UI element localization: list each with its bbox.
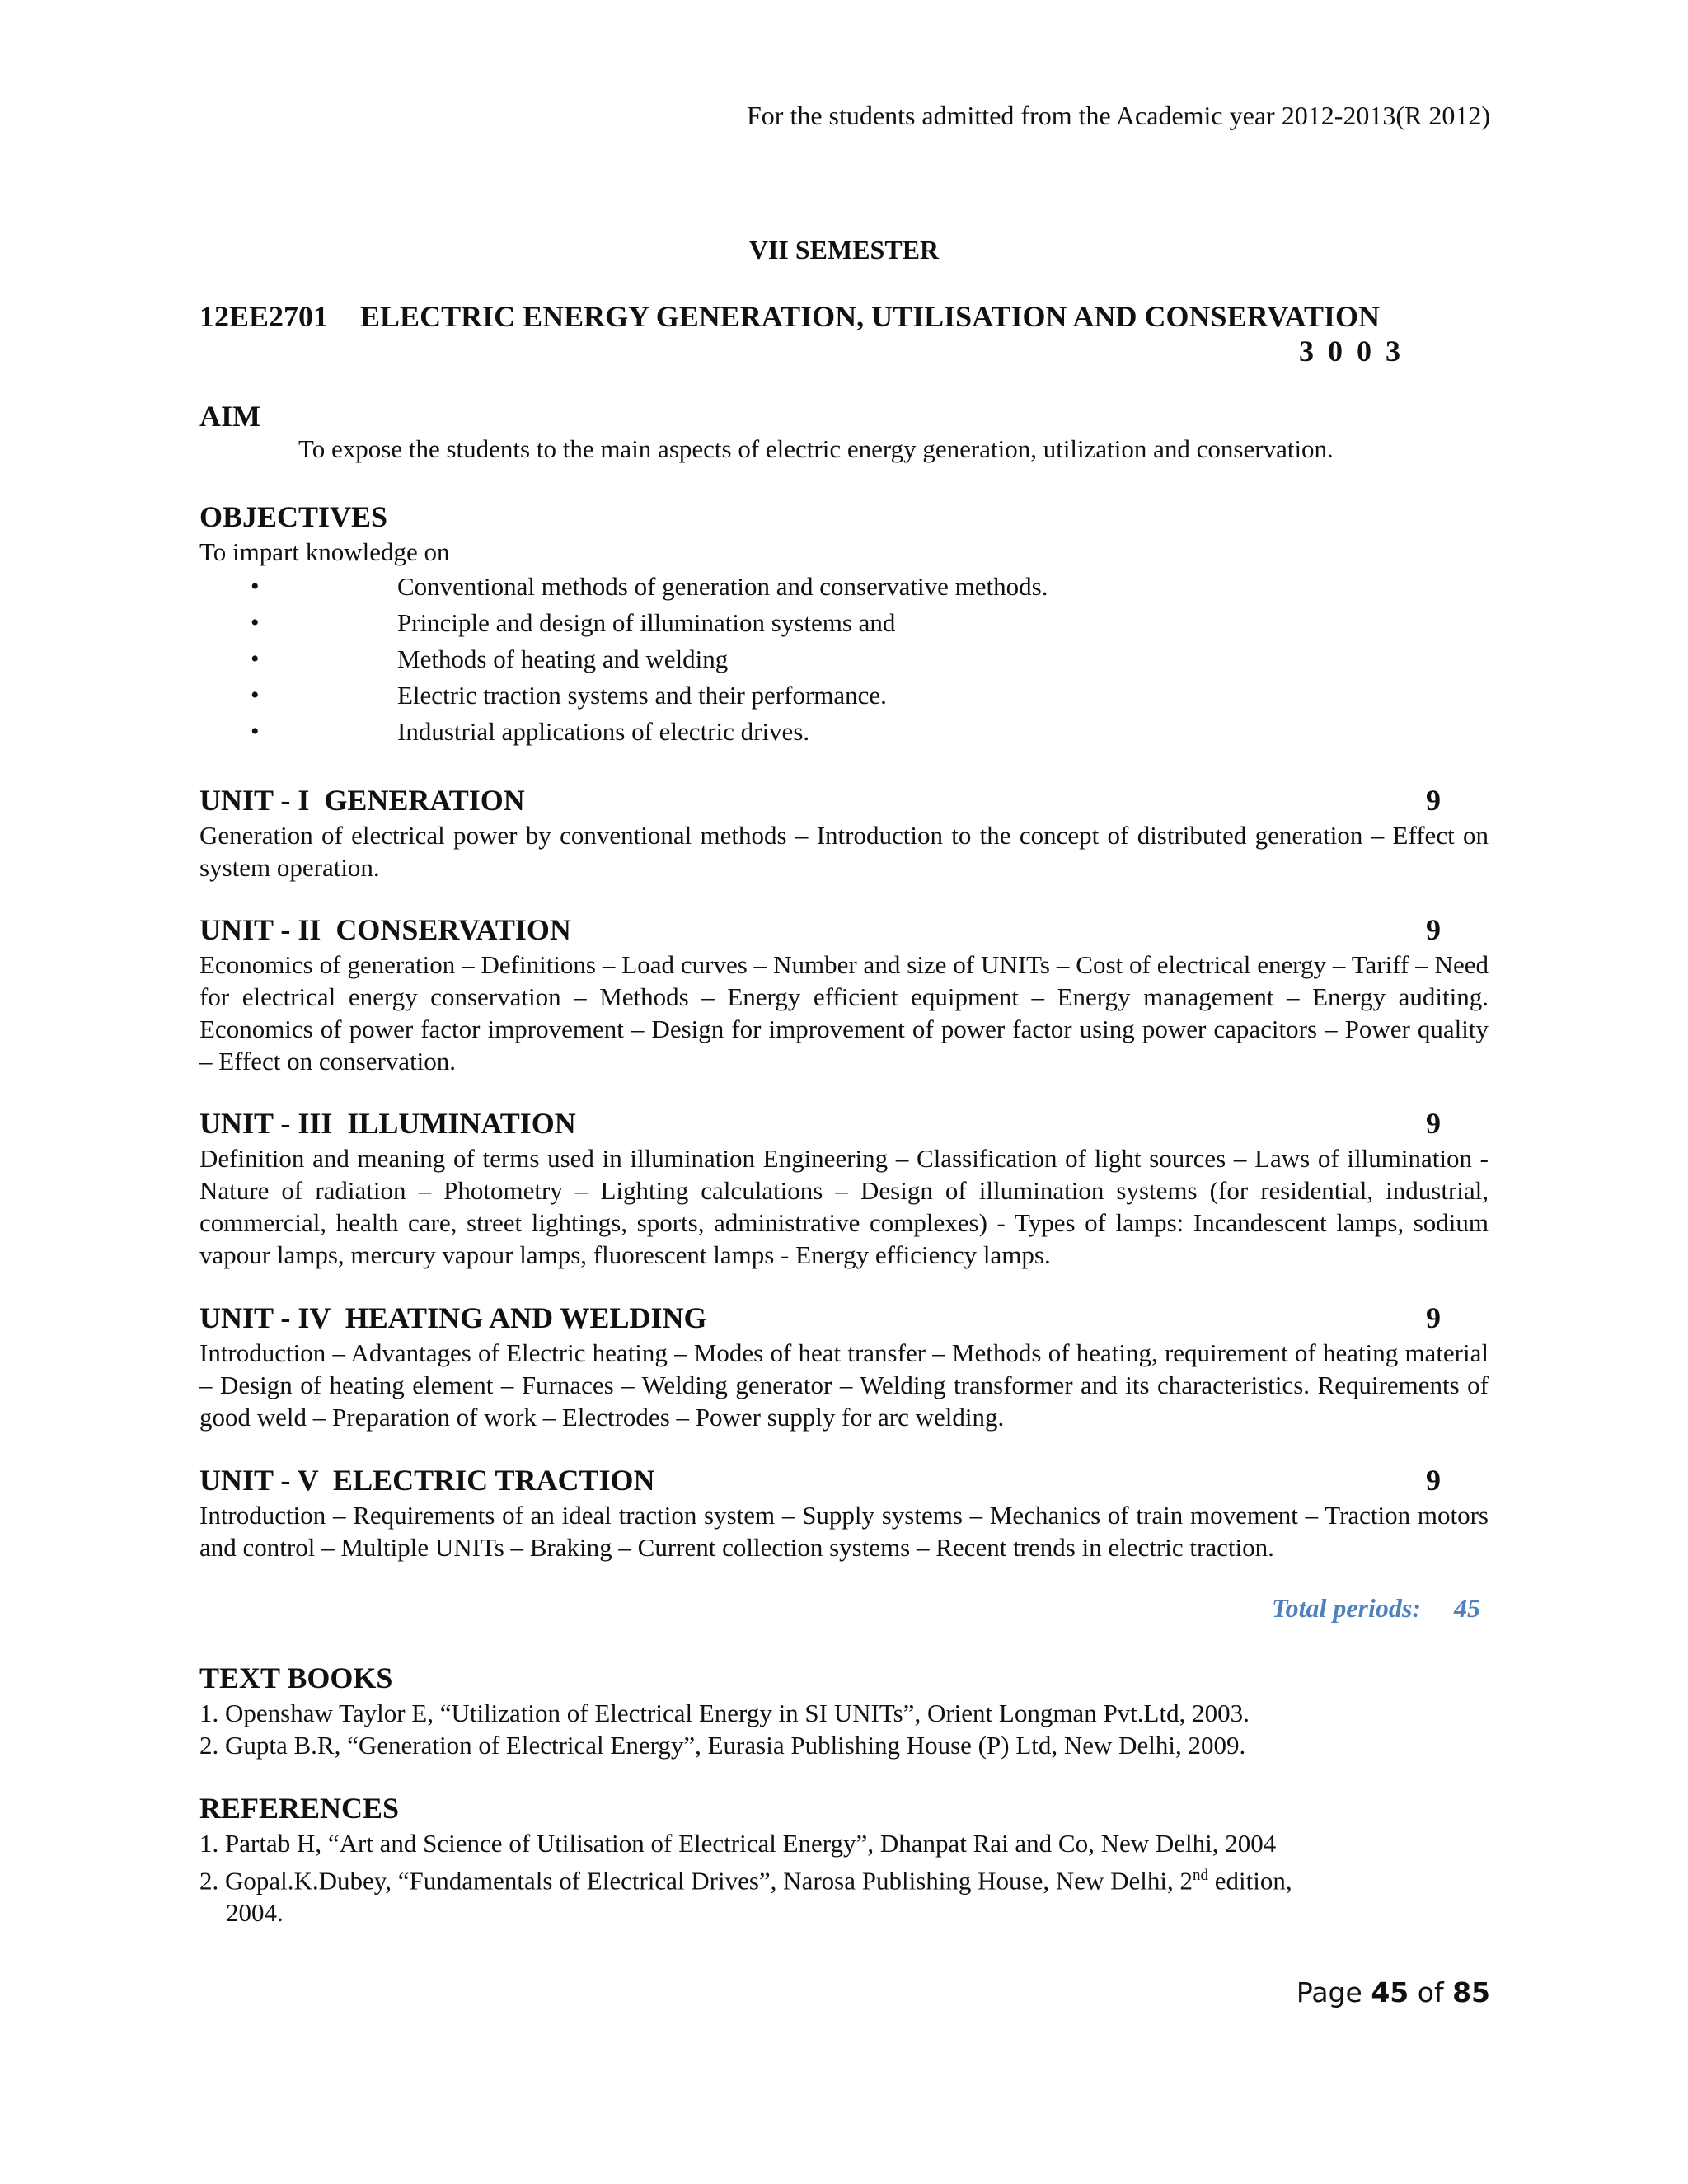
objective-text: Methods of heating and welding [397, 644, 729, 673]
unit-heading [199, 1106, 1489, 1142]
list-item: 1. Openshaw Taylor E, “Utilization of Electrical Energy in SI UNITs”, Orient Longman Pvt.Ltd, 2003. [199, 1699, 1250, 1727]
list-item [199, 569, 1353, 605]
text-books-heading: TEXT BOOKS [199, 1661, 393, 1694]
unit-5-section [199, 1463, 1489, 1563]
unit-3-section [199, 1106, 1489, 1271]
unit-heading [199, 912, 1489, 949]
page-prefix: Page [1296, 1976, 1362, 2008]
list-item: 1. Partab H, “Art and Science of Utilisation of Electrical Energy”, Dhanpat Rai and Co, New Delhi, 2004 [199, 1829, 1277, 1858]
reference-text: 2. Gopal.K.Dubey, “Fundamentals of Electrical Drives”, Narosa Publishing House, New Delhi, 2 [199, 1866, 1193, 1896]
bullet-icon: • [251, 609, 260, 636]
bullet-icon: • [251, 645, 260, 673]
unit-description: Economics of generation – Definitions – Load curves – Number and size of UNITs – Cost of electrical energy – Tariff – Need for electrical energy conservation – Methods – Energy efficient equipment – Energy management – Energy auditing. Economics of power factor improvement – Design for improvement of power factor using power capacitors – Power quality – Effect on conservation. [199, 950, 1489, 1076]
objectives-heading: OBJECTIVES [199, 500, 388, 533]
total-periods-value: 45 [1454, 1593, 1480, 1623]
unit-heading [199, 783, 1489, 819]
list-item [199, 1859, 1518, 1896]
course-title-row [199, 299, 1409, 334]
unit-title: UNIT - II CONSERVATION [199, 913, 571, 946]
list-item: 2004. [226, 1898, 284, 1928]
course-title: ELECTRIC ENERGY GENERATION, UTILISATION AND CONSERVATION [360, 300, 1381, 333]
aim-text: To expose the students to the main aspects of electric energy generation, utilization and conservation. [298, 434, 1334, 463]
total-periods [1272, 1593, 1480, 1624]
unit-description: Introduction – Requirements of an ideal traction system – Supply systems – Mechanics of train movement – Traction motors and control – Multiple UNITs – Braking – Current collection systems – Recent trends in electric traction. [199, 1501, 1489, 1562]
list-item [199, 677, 1353, 714]
unit-heading [199, 1301, 1489, 1337]
list-item [199, 714, 1353, 750]
total-periods-label: Total periods: [1271, 1593, 1421, 1623]
ordinal-suffix: nd [1193, 1867, 1208, 1884]
unit-title: UNIT - III ILLUMINATION [199, 1107, 576, 1140]
objective-text: Electric traction systems and their performance. [397, 681, 887, 710]
bullet-icon: • [251, 682, 260, 709]
unit-title: UNIT - IV HEATING AND WELDING [199, 1301, 707, 1334]
course-code: 12EE2701 [199, 300, 329, 333]
semester-heading: VII SEMESTER [748, 235, 940, 265]
list-item [199, 605, 1353, 641]
references-section [199, 1791, 1518, 1929]
unit-2-section [199, 912, 1489, 1077]
page-of: of [1417, 1976, 1444, 2008]
objectives-intro: To impart knowledge on [199, 537, 450, 566]
unit-hours: 9 [1426, 784, 1441, 817]
aim-heading: AIM [199, 400, 260, 433]
unit-title: UNIT - I GENERATION [199, 784, 525, 817]
unit-1-section [199, 783, 1489, 883]
unit-hours: 9 [1426, 1301, 1441, 1334]
page-current: 45 [1371, 1976, 1409, 2008]
unit-title: UNIT - V ELECTRIC TRACTION [199, 1464, 655, 1497]
reference-text: edition, [1208, 1866, 1292, 1896]
objectives-list [199, 569, 1353, 750]
bullet-icon: • [251, 573, 260, 600]
objective-text: Principle and design of illumination systems and [397, 608, 896, 637]
list-item: 2. Gupta B.R, “Generation of Electrical Energy”, Eurasia Publishing House (P) Ltd, New Delhi, 2009. [199, 1731, 1246, 1760]
unit-hours: 9 [1426, 913, 1441, 946]
course-credits: 3 0 0 3 [1299, 335, 1404, 368]
page-number [1296, 1976, 1490, 2008]
page-total: 85 [1452, 1976, 1490, 2008]
references-heading: REFERENCES [199, 1792, 400, 1825]
unit-description: Definition and meaning of terms used in illumination Engineering – Classification of light sources – Laws of illumination - Nature of radiation – Photometry – Lighting calculations – Design of illumination systems (for residential, industrial, commercial, health care, street lightings, sports, administrative complexes) - Types of lamps: Incandescent lamps, sodium vapour lamps, mercury vapour lamps, fluorescent lamps - Energy efficiency lamps. [199, 1144, 1489, 1269]
objective-text: Conventional methods of generation and conservative methods. [397, 572, 1048, 601]
unit-description: Introduction – Advantages of Electric heating – Modes of heat transfer – Methods of heating, requirement of heating material – Design of heating element – Furnaces – Welding generator – Welding transformer and its characteristics. Requirements of good weld – Preparation of work – Electrodes – Power supply for arc welding. [199, 1338, 1489, 1432]
unit-description: Generation of electrical power by conventional methods – Introduction to the concept of distributed generation – Effect on system operation. [199, 821, 1489, 882]
text-books-section [199, 1661, 1518, 1761]
unit-hours: 9 [1426, 1464, 1441, 1497]
list-item [199, 641, 1353, 677]
unit-heading [199, 1463, 1489, 1499]
unit-hours: 9 [1426, 1107, 1441, 1140]
objective-text: Industrial applications of electric drives. [397, 717, 810, 746]
admission-note: For the students admitted from the Academic year 2012-2013(R 2012) [746, 101, 1490, 130]
unit-4-section [199, 1301, 1489, 1433]
bullet-icon: • [251, 718, 260, 745]
